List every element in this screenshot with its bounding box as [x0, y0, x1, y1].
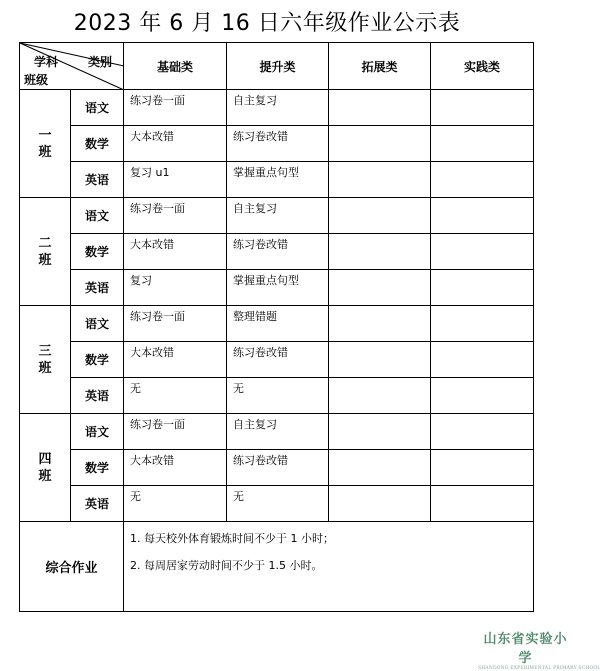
- practice-cell: [431, 414, 534, 450]
- basic-cell: 无: [124, 378, 227, 414]
- corner-label-category: 类别: [88, 55, 113, 69]
- basic-cell: 大本改错: [124, 342, 227, 378]
- class-label-4: 四 班: [20, 414, 71, 522]
- table-row: [20, 450, 534, 486]
- practice-cell: [431, 90, 534, 126]
- extended-cell: [329, 450, 431, 486]
- table-row: [20, 126, 534, 162]
- table-row: [20, 486, 534, 522]
- class-label-2: 二 班: [20, 198, 71, 306]
- advanced-cell: 无: [227, 378, 329, 414]
- corner-label-subject: 学科: [34, 55, 59, 69]
- basic-cell: 大本改错: [124, 126, 227, 162]
- advanced-cell: 整理错题: [227, 306, 329, 342]
- subject-label: 语文: [71, 90, 124, 126]
- advanced-cell: 练习卷改错: [227, 234, 329, 270]
- subject-label: 英语: [71, 162, 124, 198]
- basic-cell: 大本改错: [124, 234, 227, 270]
- subject-label: 数学: [71, 342, 124, 378]
- basic-cell: 练习卷一面: [124, 198, 227, 234]
- table-row: [20, 378, 534, 414]
- subject-label: 语文: [71, 414, 124, 450]
- advanced-cell: 掌握重点句型: [227, 270, 329, 306]
- extended-cell: [329, 90, 431, 126]
- table-row: [20, 90, 534, 126]
- basic-cell: 复习 u1: [124, 162, 227, 198]
- extended-cell: [329, 198, 431, 234]
- practice-cell: [431, 450, 534, 486]
- extended-cell: [329, 126, 431, 162]
- class-label-3: 三 班: [20, 306, 71, 414]
- table-row: [20, 342, 534, 378]
- extended-cell: [329, 234, 431, 270]
- summary-content: [124, 522, 534, 612]
- school-logo: [478, 628, 600, 671]
- column-header-basic: 基础类: [124, 43, 227, 90]
- extended-cell: [329, 486, 431, 522]
- subject-label: 英语: [71, 486, 124, 522]
- column-header-extended: 拓展类: [329, 43, 431, 90]
- table-row: [20, 198, 534, 234]
- summary-item: 2. 每周居家劳动时间不少于 1.5 小时。: [130, 559, 323, 572]
- subject-label: 语文: [71, 198, 124, 234]
- school-logo-english: SHANDONG EXPERIMENTAL PRIMARY SCHOOL: [478, 666, 600, 671]
- advanced-cell: 练习卷改错: [227, 450, 329, 486]
- table-header-row: [20, 43, 534, 90]
- extended-cell: [329, 162, 431, 198]
- advanced-cell: 自主复习: [227, 90, 329, 126]
- advanced-cell: 练习卷改错: [227, 126, 329, 162]
- table-row: [20, 306, 534, 342]
- extended-cell: [329, 414, 431, 450]
- advanced-cell: 自主复习: [227, 414, 329, 450]
- summary-label: 综合作业: [20, 522, 124, 612]
- subject-label: 语文: [71, 306, 124, 342]
- practice-cell: [431, 126, 534, 162]
- advanced-cell: 无: [227, 486, 329, 522]
- subject-label: 数学: [71, 450, 124, 486]
- practice-cell: [431, 234, 534, 270]
- table-row: [20, 234, 534, 270]
- basic-cell: 练习卷一面: [124, 414, 227, 450]
- subject-label: 英语: [71, 378, 124, 414]
- diagonal-header-cell: [20, 43, 124, 90]
- practice-cell: [431, 198, 534, 234]
- extended-cell: [329, 342, 431, 378]
- advanced-cell: 掌握重点句型: [227, 162, 329, 198]
- school-logo-name: 山东省实验小学: [483, 632, 568, 666]
- column-header-practice: 实践类: [431, 43, 534, 90]
- practice-cell: [431, 306, 534, 342]
- column-header-advanced: 提升类: [227, 43, 329, 90]
- extended-cell: [329, 378, 431, 414]
- table-row: [20, 414, 534, 450]
- advanced-cell: 自主复习: [227, 198, 329, 234]
- extended-cell: [329, 306, 431, 342]
- summary-item: 1. 每天校外体育锻炼时间不少于 1 小时；: [130, 532, 334, 545]
- subject-label: 英语: [71, 270, 124, 306]
- subject-label: 数学: [71, 126, 124, 162]
- practice-cell: [431, 486, 534, 522]
- corner-label-class: 班级: [24, 73, 49, 87]
- basic-cell: 练习卷一面: [124, 90, 227, 126]
- extended-cell: [329, 270, 431, 306]
- summary-row: [20, 522, 534, 612]
- practice-cell: [431, 342, 534, 378]
- table-row: [20, 270, 534, 306]
- subject-label: 数学: [71, 234, 124, 270]
- homework-table: [19, 42, 534, 612]
- table-row: [20, 162, 534, 198]
- basic-cell: 复习: [124, 270, 227, 306]
- class-label-1: 一 班: [20, 90, 71, 198]
- basic-cell: 练习卷一面: [124, 306, 227, 342]
- advanced-cell: 练习卷改错: [227, 342, 329, 378]
- practice-cell: [431, 378, 534, 414]
- basic-cell: 无: [124, 486, 227, 522]
- basic-cell: 大本改错: [124, 450, 227, 486]
- practice-cell: [431, 162, 534, 198]
- page-title: 2023 年 6 月 16 日六年级作业公示表: [73, 11, 461, 36]
- practice-cell: [431, 270, 534, 306]
